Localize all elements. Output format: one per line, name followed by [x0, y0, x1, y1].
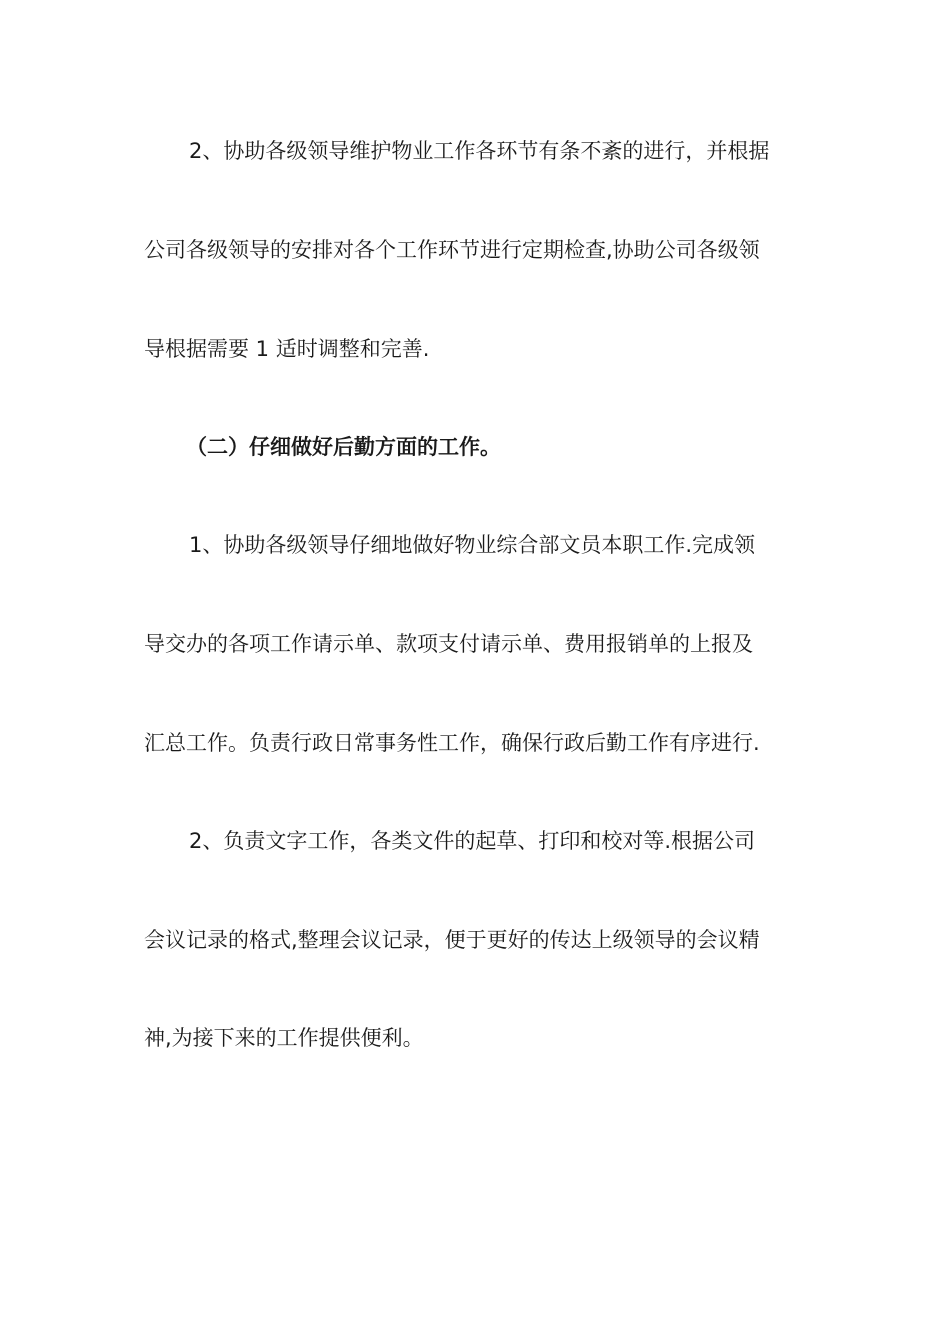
paragraph-line: 公司各级领导的安排对各个工作环节进行定期检查,协助公司各级领	[144, 238, 760, 262]
paragraph-line: 会议记录的格式,整理会议记录，便于更好的传达上级领导的会议精	[144, 928, 760, 952]
paragraph-line: 神,为接下来的工作提供便利。	[144, 1026, 424, 1050]
paragraph-line: 汇总工作。负责行政日常事务性工作，确保行政后勤工作有序进行.	[144, 731, 760, 755]
paragraph-line: 1、协助各级领导仔细地做好物业综合部文员本职工作.完成领	[189, 533, 756, 557]
paragraph-line: 导交办的各项工作请示单、款项支付请示单、费用报销单的上报及	[144, 632, 753, 656]
paragraph-line: 导根据需要 1 适时调整和完善.	[144, 337, 430, 361]
section-heading: （二）仔细做好后勤方面的工作。	[186, 435, 501, 459]
paragraph-line: 2、负责文字工作，各类文件的起草、打印和校对等.根据公司	[189, 829, 756, 853]
paragraph-line: 2、协助各级领导维护物业工作各环节有条不紊的进行，并根据	[189, 139, 770, 163]
